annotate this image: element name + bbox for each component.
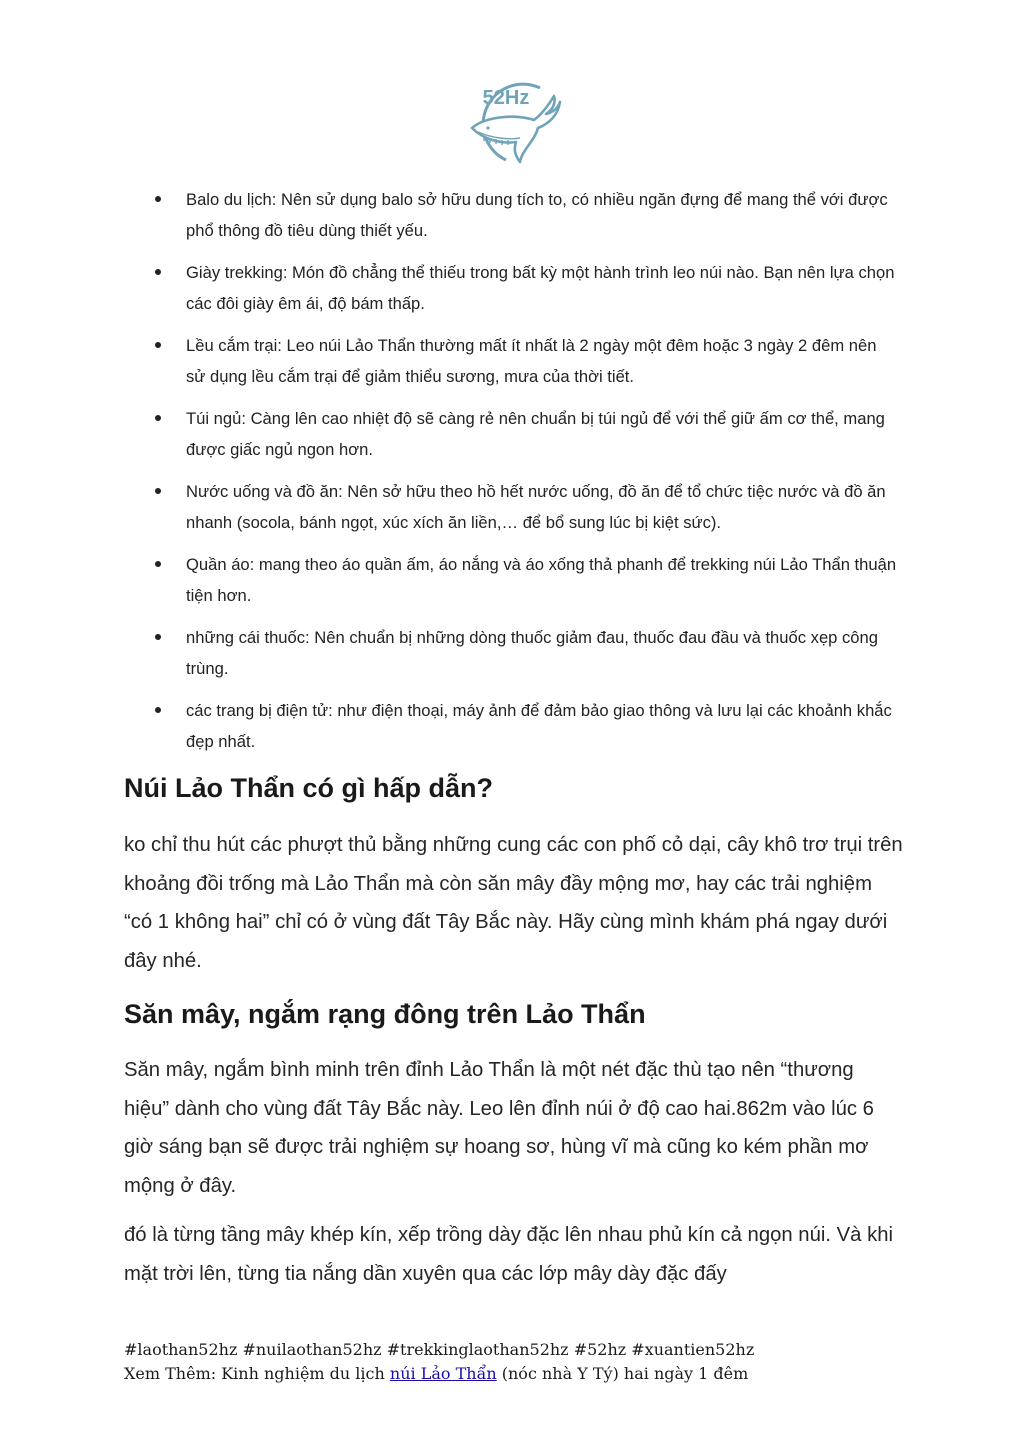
list-item (0, 403, 898, 465)
footer-hashtags: #laothan52hz #nuilaothan52hz #trekkinglaothan52hz #52hz #xuantien52hz (124, 1340, 755, 1359)
bullet-icon (155, 561, 161, 567)
bullet-icon (155, 634, 161, 640)
see-more-prefix: Xem Thêm: Kinh nghiệm du lịch (124, 1364, 390, 1383)
bullet-icon (155, 415, 161, 421)
section-heading-cloud-hunting: Săn mây, ngắm rạng đông trên Lảo Thẩn (124, 999, 646, 1029)
bullet-icon (155, 707, 161, 713)
logo-text: 52Hz (482, 87, 530, 109)
list-item (0, 257, 898, 319)
list-item-text: Lều cắm trại: Leo núi Lảo Thẩn thường mất ít nhất là 2 ngày một đêm hoặc 3 ngày 2 đêm nên sử dụng lều cắm trại để giảm thiểu sương, mưa của thời tiết. (186, 336, 877, 386)
section-heading-attractions: Núi Lảo Thẩn có gì hấp dẫn? (124, 773, 493, 803)
whale-logo-icon (462, 62, 562, 166)
paragraph-cloud-layers: đó là từng tầng mây khép kín, xếp trồng dày đặc lên nhau phủ kín cả ngọn núi. Và khi mặt trời lên, từng tia nắng dần xuyên qua các lớp mây dày đặc đấy (124, 1224, 894, 1285)
list-item-text: các trang bị điện tử: như điện thoại, máy ảnh để đảm bảo giao thông và lưu lại các khoảnh khắc đẹp nhất. (186, 701, 892, 751)
lao-than-link[interactable]: núi Lảo Thẩn (389, 1364, 497, 1383)
see-more-suffix: (nóc nhà Y Tý) hai ngày 1 đêm (496, 1364, 749, 1383)
brand-logo (462, 62, 562, 166)
bullet-icon (155, 488, 161, 494)
list-item (0, 549, 898, 611)
page-footer (124, 1338, 904, 1386)
bullet-icon (155, 196, 161, 202)
list-item-text: những cái thuốc: Nên chuẩn bị những dòng thuốc giảm đau, thuốc đau đầu và thuốc xẹp công trùng. (186, 628, 878, 678)
bullet-icon (155, 342, 161, 348)
paragraph-attractions: ko chỉ thu hút các phượt thủ bằng những cung các con phố cỏ dại, cây khô trơ trụi trên khoảng đồi trống mà Lảo Thẩn mà còn săn mây đầy mộng mơ, hay các trải nghiệm “có 1 không hai” chỉ có ở vùng đất Tây Bắc này. Hãy cùng mình khám phá ngay dưới đây nhé. (124, 834, 903, 972)
footer-see-more (124, 1362, 904, 1386)
list-item (0, 622, 898, 684)
list-item-text: Balo du lịch: Nên sử dụng balo sở hữu dung tích to, có nhiều ngăn đựng để mang thể với được phổ thông đồ tiêu dùng thiết yếu. (186, 190, 888, 240)
packing-list (0, 184, 1023, 768)
list-item-text: Quần áo: mang theo áo quần ấm, áo nắng và áo xống thả phanh để trekking núi Lảo Thẩn thuận tiện hơn. (186, 555, 897, 605)
list-item-text: Giày trekking: Món đồ chẳng thể thiếu trong bất kỳ một hành trình leo núi nào. Bạn nên lựa chọn các đôi giày êm ái, độ bám thấp. (186, 263, 895, 313)
list-item-text: Túi ngủ: Càng lên cao nhiệt độ sẽ càng rẻ nên chuẩn bị túi ngủ để với thể giữ ấm cơ thể, mang được giấc ngủ ngon hơn. (186, 409, 885, 459)
list-item (0, 695, 898, 757)
list-item (0, 476, 898, 538)
list-item (0, 330, 898, 392)
paragraph-cloud-hunting: Săn mây, ngắm bình minh trên đỉnh Lảo Thẩn là một nét đặc thù tạo nên “thương hiệu” dành cho vùng đất Tây Bắc này. Leo lên đỉnh núi ở độ cao hai.862m vào lúc 6 giờ sáng bạn sẽ được trải nghiệm sự hoang sơ, hùng vĩ mà cũng ko kém phần mơ mộng ở đây. (124, 1059, 874, 1197)
list-item-text: Nước uống và đồ ăn: Nên sở hữu theo hồ hết nước uống, đồ ăn để tổ chức tiệc nước và đồ ăn nhanh (socola, bánh ngọt, xúc xích ăn liền,… để bổ sung lúc bị kiệt sức). (186, 482, 886, 532)
bullet-icon (155, 269, 161, 275)
list-item (0, 184, 898, 246)
